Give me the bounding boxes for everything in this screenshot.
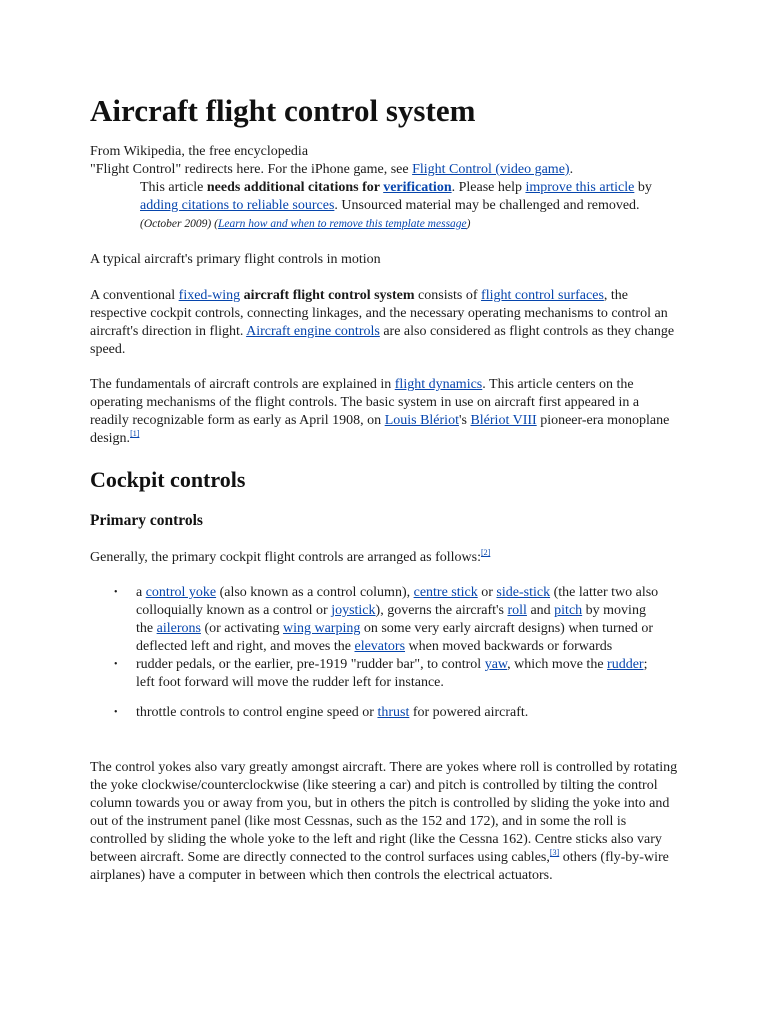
para-text: 's <box>458 413 471 428</box>
link-thrust[interactable]: thrust <box>377 705 410 720</box>
link-control-yoke[interactable]: control yoke <box>145 585 217 600</box>
link-side-stick[interactable]: side-stick <box>496 585 551 600</box>
link-bleriot-viii[interactable]: Blériot VIII <box>470 413 537 428</box>
item-text: or <box>477 585 497 600</box>
link-flight-dynamics[interactable]: flight dynamics <box>394 377 483 392</box>
reference-3[interactable]: [3] <box>549 848 560 857</box>
notice-text: by <box>634 180 652 195</box>
paragraph-intro <box>90 287 680 359</box>
para-text: others (fly-by-wire airplanes) have a computer in between which then controls the electrical actuators. <box>90 850 669 883</box>
link-yaw[interactable]: yaw <box>484 657 508 672</box>
item-text: (the latter two also colloquially known as a control or <box>136 585 659 618</box>
hatnote-text: "Flight Control" redirects here. For the iPhone game, see <box>90 162 413 177</box>
section-heading-cockpit-controls: Cockpit controls <box>90 467 246 492</box>
item-text: (also known as a control column), <box>216 585 414 600</box>
link-roll[interactable]: roll <box>507 603 527 618</box>
list-item <box>90 584 660 656</box>
link-flight-control-surfaces[interactable]: flight control surfaces <box>481 288 604 303</box>
primary-controls-intro <box>90 549 680 567</box>
link-ailerons[interactable]: ailerons <box>156 621 201 636</box>
link-louis-bleriot[interactable]: Louis Blériot <box>384 413 459 428</box>
paragraph-fundamentals <box>90 376 680 448</box>
para-text: The fundamentals of aircraft controls are explained in <box>90 377 395 392</box>
citation-notice <box>140 179 660 233</box>
bullet-icon: • <box>114 659 118 670</box>
link-aircraft-engine-controls[interactable]: Aircraft engine controls <box>246 324 380 339</box>
link-centre-stick[interactable]: centre stick <box>413 585 478 600</box>
page-title: Aircraft flight control system <box>90 93 476 128</box>
para-text: The control yokes also vary greatly amongst aircraft. There are yokes where roll is controlled by rotating the yoke clockwise/counterclockwise (like steering a car) and pitch is controlled by tilting the control column towards you or away from you, but in others the pitch is controlled by sliding the yoke into and out of the instrument panel (like most Cessnas, such as the 152 and 172), and in some the roll is controlled by sliding the whole yoke to the left and right (like the Cessna 162). Centre sticks also vary between aircraft. Some are directly connected to the control surfaces using cables, <box>90 760 678 865</box>
para-text: consists of <box>414 288 482 303</box>
para-text: A conventional <box>90 288 179 303</box>
primary-controls-list <box>90 584 660 722</box>
item-text: by moving the <box>136 603 646 636</box>
item-text: and <box>526 603 555 618</box>
paragraph-control-yokes <box>90 759 680 885</box>
tagline: From Wikipedia, the free encyclopedia <box>90 144 309 159</box>
item-text: ), governs the aircraft's <box>375 603 508 618</box>
item-text: for powered aircraft. <box>409 705 529 720</box>
para-text: Generally, the primary cockpit flight controls are arranged as follows: <box>90 550 481 565</box>
image-caption: A typical aircraft's primary flight controls in motion <box>90 252 381 267</box>
link-remove-template[interactable]: Learn how and when to remove this template message <box>217 218 467 230</box>
hatnote <box>90 161 680 179</box>
notice-text: This article <box>140 180 207 195</box>
reference-2[interactable]: [2] <box>480 548 491 557</box>
item-text: ; left foot forward will move the rudder left for instance. <box>136 657 648 690</box>
para-text: pioneer-era monoplane design. <box>90 413 670 446</box>
item-text: on some very early aircraft designs) when turned or deflected left and right, and moves the <box>136 621 654 654</box>
link-flight-control-video-game[interactable]: Flight Control (video game) <box>412 162 570 177</box>
notice-text: . Please help <box>451 180 526 195</box>
link-elevators[interactable]: elevators <box>354 639 406 654</box>
notice-paren: ( <box>211 218 218 230</box>
link-improve-article[interactable]: improve this article <box>525 180 635 195</box>
notice-bold: needs additional citations for <box>206 180 384 195</box>
link-adding-citations[interactable]: adding citations to reliable sources <box>140 198 335 213</box>
hatnote-end: . <box>569 162 574 177</box>
link-rudder[interactable]: rudder <box>607 657 644 672</box>
item-text: (or activating <box>200 621 283 636</box>
subsection-heading-primary-controls: Primary controls <box>90 512 203 529</box>
para-text: , the respective cockpit controls, connecting linkages, and the necessary operating mechanisms to control an aircraft's direction in flight. <box>90 288 668 339</box>
notice-text: . Unsourced material may be challenged and removed. <box>334 198 640 213</box>
para-text: are also considered as flight controls as they change speed. <box>90 324 675 357</box>
link-verification[interactable]: verification <box>383 180 452 195</box>
item-text: when moved backwards or forwards <box>405 639 613 654</box>
bullet-icon: • <box>114 707 118 718</box>
notice-paren: ) <box>466 218 471 230</box>
notice-date: (October 2009) <box>140 218 212 230</box>
link-joystick[interactable]: joystick <box>331 603 376 618</box>
link-fixed-wing[interactable]: fixed-wing <box>178 288 241 303</box>
item-text: throttle controls to control engine speed or <box>136 705 378 720</box>
link-wing-warping[interactable]: wing warping <box>282 621 361 636</box>
reference-1[interactable]: [1] <box>130 429 140 438</box>
item-text: , which move the <box>507 657 608 672</box>
bullet-icon: • <box>114 587 118 598</box>
list-item <box>90 704 660 722</box>
para-text: . This article centers on the operating mechanisms of the flight controls. The basic system in use on aircraft first appeared in a readily recognizable form as early as April 1908, on <box>90 377 640 428</box>
link-pitch[interactable]: pitch <box>554 603 583 618</box>
item-text: a <box>136 585 146 600</box>
list-item <box>90 656 660 692</box>
item-text: rudder pedals, or the earlier, pre-1919 "rudder bar", to control <box>136 657 485 672</box>
para-bold: aircraft flight control system <box>240 288 415 303</box>
